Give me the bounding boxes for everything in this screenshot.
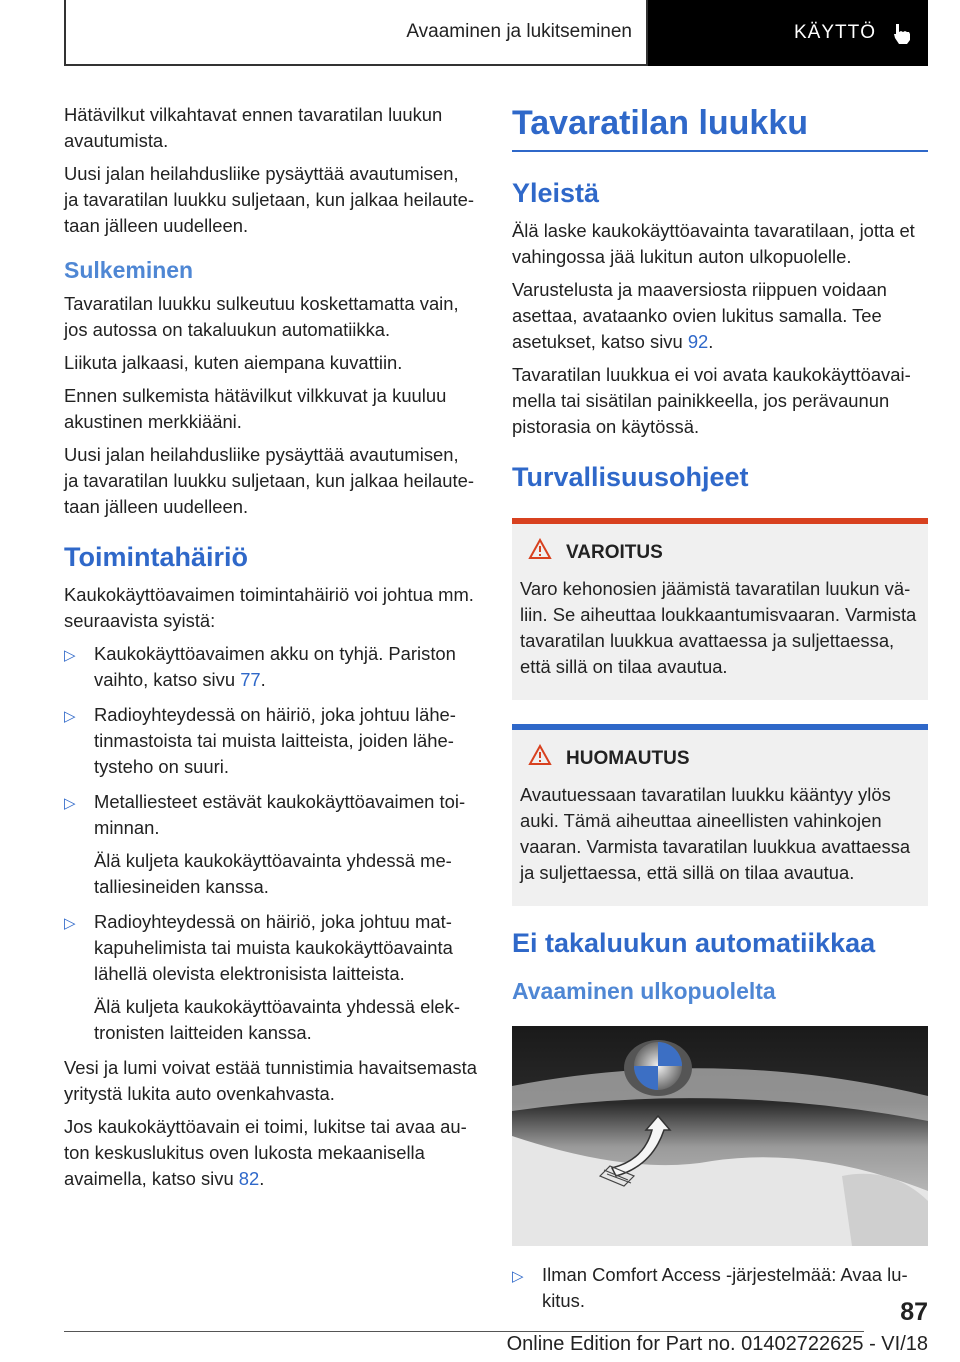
warning-triangle-icon: [528, 744, 552, 774]
paragraph: Hätävilkut vilkahtavat ennen tavaratilan luukun avautumista.: [64, 104, 443, 151]
triangle-bullet-icon: ▷: [512, 1268, 524, 1285]
open-outside-list: [512, 1262, 928, 1314]
left-column: [64, 102, 478, 1199]
right-column: [512, 102, 928, 1323]
page-number: 87: [900, 1298, 928, 1326]
paragraph: Ennen sulkemista hätävilkut vilkkuvat ja kuuluu akustinen merkkiääni.: [64, 385, 447, 432]
list-item: ▷ Kaukokäyttöavaimen akku on tyhjä. Pariston vaihto, katso sivu 77.: [64, 643, 456, 690]
heading-open-outside: Avaaminen ulkopuolelta: [512, 978, 776, 1004]
paragraph: Älä laske kaukokäyttöavainta tavaratilaan, jotta et vahingossa jää lukitun auton ulkopuolelle.: [512, 220, 915, 267]
heading-general: Yleistä: [512, 178, 600, 208]
notice-box: [512, 724, 928, 906]
paragraph: Tavaratilan luukku sulkeutuu koskettamatta vain, jos autossa on takaluukun automatiikka.: [64, 293, 459, 340]
paragraph: Varustelusta ja maaversiosta riippuen voidaan asettaa, avataanko ovien lukitus samalla. Tee asetukset, katso sivu 92.: [512, 279, 887, 352]
warning-box: [512, 518, 928, 700]
paragraph: Kaukokäyttöavaimen toimintahäiriö voi johtua mm. seuraavista syistä:: [64, 584, 474, 631]
triangle-bullet-icon: ▷: [64, 708, 76, 725]
list-item: ▷ Ilman Comfort Access -järjestelmää: Avaa lukitus.: [512, 1264, 908, 1311]
hand-pointer-icon: [890, 20, 916, 46]
section-title: Tavaratilan luukku: [512, 102, 928, 152]
notice-text: Avautuessaan tavaratilan luukku kääntyy ylös auki. Tämä aiheuttaa aineellisten vahinkojen vaaran. Varmista tavaratilan luukkua avattaessa ja suljettaessa, että sillä on tilaa avautua.: [520, 784, 911, 883]
paragraph: Vesi ja lumi voivat estää tunnistimia havaitsemasta yritystä lukita auto ovenkahvasta.: [64, 1057, 477, 1104]
list-item: ▷ Metalliesteet estävät kaukokäyttöavaimen toiminnan. Älä kuljeta kaukokäyttöavainta yhdessä metalliesineiden kanssa.: [64, 791, 466, 897]
paragraph: Liikuta jalkaasi, kuten aiempana kuvattiin.: [64, 352, 403, 373]
paragraph: Uusi jalan heilahdusliike pysäyttää avautumisen, ja tavaratilan luukku suljetaan, kun jalkaa heilautetaan jälleen uudelleen.: [64, 444, 474, 517]
warning-triangle-icon: [528, 538, 552, 568]
list-item: ▷ Radioyhteydessä on häiriö, joka johtuu matkapuhelimista tai muista kaukokäyttöavainta lähellä olevista elektronisista laitteista. Älä kuljeta kaukokäyttöavainta yhdessä elektronisten laitteiden kanssa.: [64, 911, 460, 1043]
triangle-bullet-icon: ▷: [64, 795, 76, 812]
header-section: [64, 0, 648, 66]
page-link[interactable]: 92: [687, 331, 709, 352]
paragraph: Jos kaukokäyttöavain ei toimi, lukitse tai avaa auton keskuslukitus oven lukosta mekaanisella avaimella, katso sivu 82.: [64, 1116, 467, 1189]
heading-closing: Sulkeminen: [64, 257, 194, 283]
header-chapter: [648, 0, 928, 66]
header-chapter-title: KÄYTTÖ: [793, 22, 876, 43]
triangle-bullet-icon: ▷: [64, 915, 76, 932]
header-section-title: Avaaminen ja lukitseminen: [406, 21, 632, 42]
heading-safety: Turvallisuusohjeet: [512, 462, 749, 492]
tailgate-emblem-photo: [512, 1026, 928, 1246]
page-header: [64, 0, 928, 66]
triangle-bullet-icon: ▷: [64, 647, 76, 664]
page-link[interactable]: 82: [238, 1168, 260, 1189]
malfunction-list: [64, 641, 478, 1046]
notice-title: HUOMAUTUS: [520, 744, 920, 774]
heading-no-auto: Ei takaluukun automatiikkaa: [512, 928, 876, 958]
heading-malfunction: Toimintahäiriö: [64, 542, 249, 572]
page-link[interactable]: 77: [240, 669, 261, 690]
paragraph: Uusi jalan heilahdusliike pysäyttää avautumisen, ja tavaratilan luukku suljetaan, kun jalkaa heilautetaan jälleen uudelleen.: [64, 163, 474, 236]
warning-text: Varo kehonosien jäämistä tavaratilan luukun väliin. Se aiheuttaa loukkaantumisvaaran. Varmista tavaratilan luukkua avattaessa ja suljettaessa, että sillä on tilaa avautua.: [520, 578, 917, 677]
list-item: ▷ Radioyhteydessä on häiriö, joka johtuu lähetinmastoista tai muista laitteista, joiden lähetysteho on suuri.: [64, 704, 456, 777]
footer-divider: [64, 1331, 864, 1332]
paragraph: Tavaratilan luukkua ei voi avata kaukokäyttöavaimella tai sisätilan painikkeella, jos perävaunun pistorasia on käytössä.: [512, 364, 911, 437]
footer-edition: Online Edition for Part no. 01402722625 - VI/18: [506, 1333, 928, 1355]
warning-title: VAROITUS: [520, 538, 920, 568]
